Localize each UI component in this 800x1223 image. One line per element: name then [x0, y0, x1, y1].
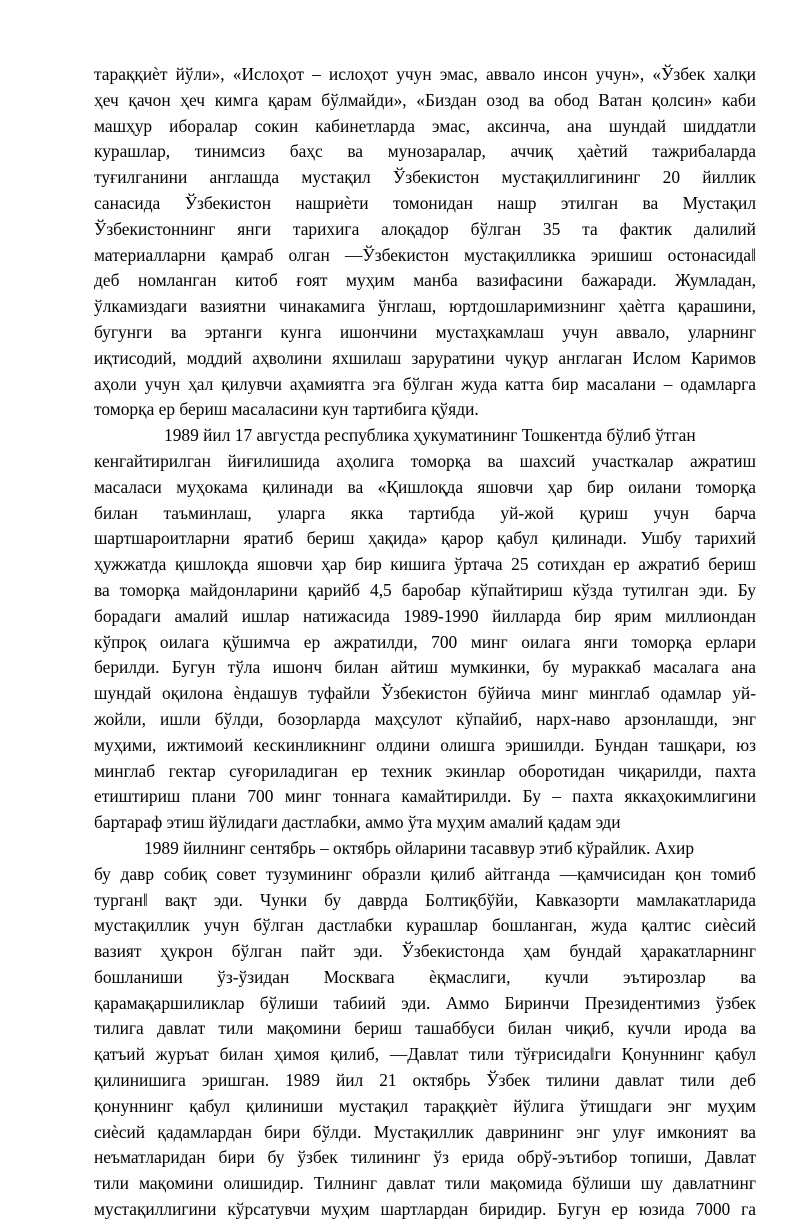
text-line: жойли, ишли бўлди, бозорларда маҳсулот кўпайиб, нарх-наво арзонлашди, энг [94, 708, 756, 729]
text-line: бартараф этиш йўлидаги дастлабки, аммо ўта муҳим амалий қадам эди [94, 812, 621, 833]
text-line: иқтисодий, моддий аҳволини яхшилаш заруратини чуқур англаган Ислом Каримов [94, 347, 756, 368]
text-line: вазият ҳукрон бўлган пайт эди. Ўзбекистонда ҳам бундай ҳаракатларнинг [94, 941, 756, 962]
text-line: 1989 йил 17 августда республика ҳукуматининг Тошкентда бўлиб ўтган [164, 425, 696, 446]
text-line: кенгайтирилган йиғилишида аҳолига томорқа ва шахсий участкалар ажратиш [94, 450, 756, 471]
text-line: кўпроқ оилага қўшимча ер ажратилди, 700 минг оилага янги томорқа ерлари [94, 631, 756, 652]
text-line: мустақиллигини кўрсатувчи муҳим шартлардан биридир. Бугун ер юзида 7000 га [94, 1199, 756, 1220]
text-line: Ўзбекистоннинг янги тарихига алоқадор бўлган 35 та фактик далилий [94, 218, 756, 239]
text-line: бу давр собиқ совет тузумининг образли қилиб айтганда ―қамчисидан қон томиб [94, 863, 756, 884]
text-line: минглаб гектар суғориладиган ер техник экинлар оборотидан чиқарилди, пахта [94, 760, 756, 781]
text-line: курашлар, тинимсиз баҳс ва мунозаралар, аччиқ ҳаѐтий тажрибаларда [94, 141, 756, 162]
text-line: тили мақомини олишидир. Тилнинг давлат тили мақомида бўлиши шу давлатнинг [94, 1173, 756, 1194]
text-line: сиѐсий қадамлардан бири бўлди. Мустақиллик даврининг энг улуғ имконият ва [94, 1121, 756, 1142]
text-line: неъматларидан бири бу ўзбек тилининг ўз ерида обрў-эътибор топиши, Давлат [94, 1147, 756, 1168]
text-line: қилинишига эришган. 1989 йил 21 октябрь Ўзбек тилини давлат тили деб [94, 1070, 756, 1091]
text-line: шундай оқилона ѐндашув туфайли Ўзбекистон бўйича минг минглаб одамлар уй- [94, 683, 756, 704]
text-line: туғилганини англашда мустақил Ўзбекистон мустақиллигининг 20 йиллик [94, 167, 756, 188]
text-line: материалларни қамраб олган ―Ўзбекистон мустақилликка эришиш остонасида‖ [94, 244, 756, 265]
text-line: ҳужжатда қишлоқда яшовчи ҳар бир кишига ўртача 25 сотихдан ер ажратиб бериш [94, 554, 756, 575]
text-line: қарамақаршиликлар бўлиши табиий эди. Аммо Биринчи Президентимиз ўзбек [94, 992, 756, 1013]
text-line: қонуннинг қабул қилиниши мустақил тараққиѐт йўлига ўтишдаги энг муҳим [94, 1095, 756, 1116]
text-line: ўлкамиздаги вазиятни чинакамига ўнглаш, юртдошларимизнинг ҳаѐтга қарашини, [94, 296, 756, 317]
document-page [94, 62, 756, 1223]
text-line: берилди. Бугун тўла ишонч билан айтиш мумкинки, бу мураккаб масалага ана [94, 657, 756, 678]
text-line: бугунги ва эртанги кунга ишончини мустаҳкамлаш учун аввало, уларнинг [94, 321, 756, 342]
text-line: тараққиѐт йўли», «Ислоҳот – ислоҳот учун эмас, аввало инсон учун», «Ўзбек халқи [94, 64, 756, 84]
text-line: борадаги амалий ишлар натижасида 1989-1990 йилларда бир ярим миллиондан [94, 605, 756, 626]
text-line: 1989 йилнинг сентябрь – октябрь ойларини тасаввур этиб кўрайлик. Ахир [144, 837, 695, 858]
text-line: ҳеч қачон ҳеч кимга қарам бўлмайди», «Биздан озод ва обод Ватан қолсин» каби [94, 89, 756, 110]
text-line: санасида Ўзбекистон нашриѐти томонидан нашр этилган ва Мустақил [94, 192, 756, 213]
text-line: томорқа ер бериш масаласини кун тартибига қўяди. [94, 399, 479, 420]
text-line: тилига давлат тили мақомини бериш ташаббуси билан чиқиб, кучли ирода ва [94, 1018, 756, 1039]
text-line: муҳими, ижтимоий кескинликнинг олдини олишга эришилди. Бундан ташқари, юз [94, 734, 756, 755]
text-line: турган‖ вақт эди. Чунки бу даврда Болтиқбўйи, Кавказорти мамлакатларида [94, 889, 756, 910]
text-line: бошланиши ўз-ўзидан Москвага ѐқмаслиги, кучли эътирозлар ва [94, 966, 756, 987]
text-line: қатъий журъат билан ҳимоя қилиб, ―Давлат тили тўғрисида‖ги Қонуннинг қабул [94, 1044, 756, 1065]
text-line: масаласи муҳокама қилинади ва «Қишлоқда яшовчи ҳар бир оилани томорқа [94, 476, 756, 497]
text-line: мустақиллик учун бўлган дастлабки курашлар бошланган, жуда қалтис сиѐсий [94, 915, 756, 936]
text-line: билан таъминлаш, уларга якка тартибда уй-жой қуриш учун барча [94, 502, 756, 523]
text-line: аҳоли учун ҳал қилувчи аҳамиятга эга бўлган жуда катта бир масалани – одамларга [94, 373, 756, 394]
text-line: машҳур иборалар сокин кабинетларда эмас, аксинча, ана шундай шиддатли [94, 115, 756, 136]
text-line: етиштириш плани 700 минг тоннага камайтирилди. Бу – пахта яккаҳокимлигини [94, 786, 756, 807]
text-line: деб номланган китоб ғоят муҳим манба вазифасини бажаради. Жумладан, [94, 270, 756, 291]
text-line: ва томорқа майдонларини қарийб 4,5 баробар кўпайтириш кўзда тутилган эди. Бу [94, 579, 756, 600]
text-line: шартшароитларни яратиб бериш ҳақида» қарор қабул қилинади. Ушбу тарихий [94, 528, 756, 549]
